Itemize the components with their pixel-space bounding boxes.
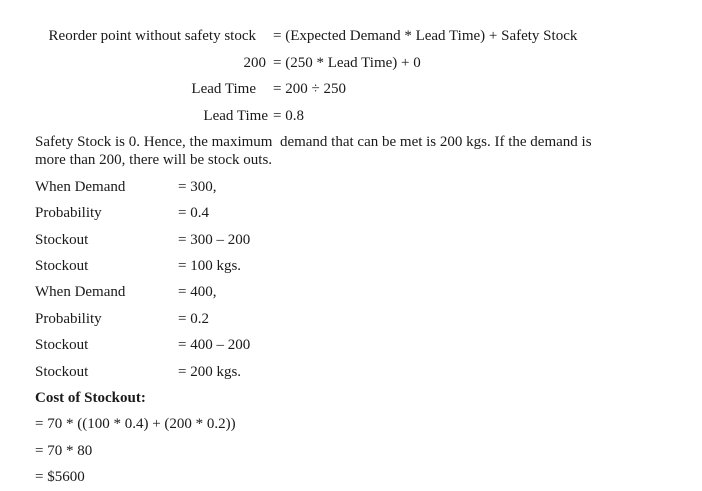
row-5-label: Probability bbox=[35, 311, 102, 327]
row-0-label: When Demand bbox=[35, 179, 126, 195]
row-3-value: = 100 kgs. bbox=[178, 258, 242, 274]
paragraph-line-1: Safety Stock is 0. Hence, the maximum demand that can be met is 200 kgs. If the demand is bbox=[35, 134, 592, 150]
equation-3-left: Lead Time bbox=[203, 108, 268, 124]
row-6-value: = 400 – 200 bbox=[178, 337, 251, 353]
equation-3-right: = 0.8 bbox=[273, 108, 304, 124]
row-0-value: = 300, bbox=[178, 179, 217, 195]
row-7-label: Stockout bbox=[35, 364, 89, 380]
equation-0-left: Reorder point without safety stock bbox=[48, 28, 256, 44]
equation-1-right: = (250 * Lead Time) + 0 bbox=[273, 55, 421, 71]
cost-line-2: = 70 * 80 bbox=[35, 443, 93, 459]
row-1-label: Probability bbox=[35, 205, 102, 221]
row-2-label: Stockout bbox=[35, 232, 89, 248]
equation-2-left: Lead Time bbox=[191, 81, 256, 97]
row-5-value: = 0.2 bbox=[178, 311, 209, 327]
row-4-value: = 400, bbox=[178, 284, 217, 300]
row-2-value: = 300 – 200 bbox=[178, 232, 251, 248]
paragraph-line-2: more than 200, there will be stock outs. bbox=[35, 152, 273, 168]
row-1-value: = 0.4 bbox=[178, 205, 209, 221]
equation-0-right: = (Expected Demand * Lead Time) + Safety Stock bbox=[273, 28, 578, 44]
equation-2-right: = 200 ÷ 250 bbox=[273, 81, 346, 97]
row-4-label: When Demand bbox=[35, 284, 126, 300]
row-6-label: Stockout bbox=[35, 337, 89, 353]
cost-heading: Cost of Stockout: bbox=[35, 390, 146, 406]
cost-line-1: = 70 * ((100 * 0.4) + (200 * 0.2)) bbox=[35, 416, 236, 432]
equation-1-left: 200 bbox=[243, 55, 266, 71]
row-3-label: Stockout bbox=[35, 258, 89, 274]
row-7-value: = 200 kgs. bbox=[178, 364, 242, 380]
cost-line-3: = $5600 bbox=[35, 469, 85, 485]
